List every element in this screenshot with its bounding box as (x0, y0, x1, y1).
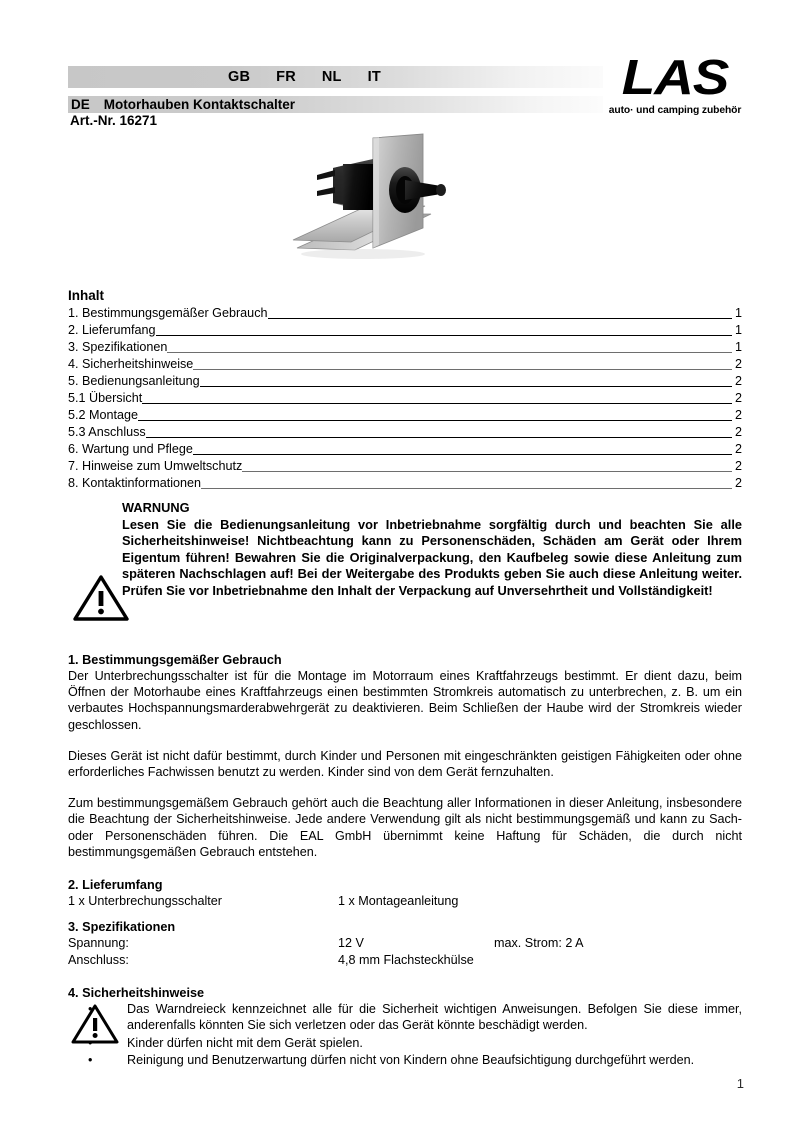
toc-entry-label: 1. Bestimmungsgemäßer Gebrauch (68, 306, 268, 320)
toc-leader (201, 478, 732, 489)
safety-bullet-text: Reinigung und Benutzerwartung dürfen nicht von Kindern ohne Beaufsichtigung durchgeführt werden. (127, 1053, 695, 1068)
spec-value-anschluss: 4,8 mm Flachsteckhülse (338, 952, 474, 967)
warning-heading: WARNUNG (122, 500, 190, 515)
toc-leader (200, 376, 732, 387)
toc-entry-label: 5.3 Anschluss (68, 425, 146, 439)
toc-entry-label: 3. Spezifikationen (68, 340, 168, 354)
toc-entry[interactable] (68, 458, 742, 475)
section-1-paragraph-2: Dieses Gerät ist nicht dafür bestimmt, durch Kinder und Personen mit eingeschränkten geistigen Fähigkeiten oder ohne erforderliches Fachwissen benutzt zu werden. Kinder sind von dem Gerät fernzuhalten. (68, 748, 742, 780)
toc-entry[interactable] (68, 305, 742, 322)
logo-wordmark: LAS (621, 51, 729, 105)
lang-nl: NL (321, 69, 342, 85)
safety-bullet-text: Kinder dürfen nicht mit dem Gerät spielen. (127, 1035, 363, 1050)
brand-logo (600, 51, 750, 116)
toc-entry-page: 1 (734, 323, 742, 337)
bullet-marker: • (88, 1035, 93, 1050)
toc-leader (146, 427, 732, 438)
spec-label-spannung: Spannung: (68, 936, 129, 950)
toc-entry-label: 7. Hinweise zum Umweltschutz (68, 459, 243, 473)
section-3-heading: 3. Spezifikationen (68, 920, 176, 934)
toc-entry[interactable] (68, 407, 742, 424)
toc-entry-page: 1 (734, 340, 742, 354)
toc-leader (268, 308, 733, 319)
toc-leader (193, 359, 732, 370)
toc-entry[interactable] (68, 390, 742, 407)
toc-entry[interactable] (68, 424, 742, 441)
header-language-bar (68, 66, 603, 88)
toc-entry-label: 4. Sicherheitshinweise (68, 357, 194, 371)
toc-entry-label: 5.2 Montage (68, 408, 139, 422)
lang-it: IT (367, 69, 381, 85)
toc-entry-label: 2. Lieferumfang (68, 323, 156, 337)
de-title-line (71, 96, 295, 113)
toc-entry-label: 5.1 Übersicht (68, 391, 143, 405)
spec-row-connection (68, 952, 742, 969)
de-language-code: DE (71, 97, 90, 112)
toc-entry-label: 6. Wartung und Pflege (68, 442, 193, 456)
toc-entry-page: 2 (734, 374, 742, 388)
bullet-marker: • (88, 1002, 93, 1016)
section-1-heading: 1. Bestimmungsgemäßer Gebrauch (68, 653, 282, 667)
toc-leader (142, 393, 732, 404)
toc-leader (156, 325, 732, 336)
toc-heading: Inhalt (68, 288, 104, 303)
toc-entry[interactable] (68, 373, 742, 390)
section-sicherheitshinweise (68, 985, 742, 1001)
section-bestimmungsgemaesser-gebrauch (68, 652, 742, 860)
product-title: Motorhauben Kontaktschalter (103, 97, 296, 112)
toc-entry-page: 2 (734, 357, 742, 371)
article-number: Art.-Nr. 16271 (70, 113, 158, 128)
toc-entry-page: 2 (734, 391, 742, 405)
delivery-item-1: 1 x Unterbrechungsschalter (68, 894, 223, 908)
warning-block (122, 500, 742, 599)
toc-entry-label: 5. Bedienungsanleitung (68, 374, 200, 388)
toc-entry-page: 2 (734, 476, 742, 490)
table-of-contents (68, 305, 742, 492)
header-de-bar (68, 96, 603, 113)
section-1-paragraph-3: Zum bestimmungsgemäßem Gebrauch gehört auch die Beachtung aller Informationen in dieser Anleitung, insbesondere die Beachtung der Sicherheitshinweise. Jede andere Verwendung gilt als nicht bestimmungsgemäß und kann zu Sach- oder Personenschäden führen. Die EAL GmbH übernimmt keine Haftung für Schäden, die durch nicht bestimmungsgemäßen Gebrauch entstehen. (68, 796, 742, 859)
list-item (88, 1001, 742, 1034)
spec-max-current: max. Strom: 2 A (494, 936, 584, 950)
toc-entry[interactable] (68, 339, 742, 356)
toc-leader (193, 444, 732, 455)
toc-entry[interactable] (68, 475, 742, 492)
toc-entry[interactable] (68, 322, 742, 339)
spec-value-spannung: 12 V (338, 936, 364, 950)
list-item (88, 1035, 742, 1051)
toc-entry-page: 2 (734, 442, 742, 456)
section-4-heading: 4. Sicherheitshinweise (68, 986, 205, 1000)
bullet-marker: • (88, 1053, 93, 1068)
toc-entry[interactable] (68, 441, 742, 458)
lang-fr: FR (276, 69, 296, 85)
spec-label-anschluss: Anschluss: (68, 952, 129, 967)
toc-entry-page: 2 (734, 459, 742, 473)
safety-bullet-list (88, 1001, 742, 1070)
page-number: 1 (736, 1076, 744, 1091)
toc-entry-page: 1 (734, 306, 742, 320)
safety-bullet-text: Das Warndreieck kennzeichnet alle für die Sicherheit wichtigen Anweisungen. Befolgen Sie diese immer, anderenfalls könnten Sie sich verletzen oder das Gerät könnte beschädigt werden. (127, 1002, 742, 1033)
spec-row-voltage (68, 935, 742, 952)
toc-leader (138, 410, 732, 421)
lang-gb: GB (228, 69, 251, 85)
toc-entry-page: 2 (734, 408, 742, 422)
toc-entry-label: 8. Kontaktinformationen (68, 476, 202, 490)
list-item (88, 1052, 742, 1068)
language-list (68, 66, 603, 88)
section-spezifikationen (68, 919, 742, 968)
logo-tagline: auto· und camping zubehör (608, 105, 742, 116)
product-photo-hood-contact-switch (255, 128, 495, 270)
toc-entry-page: 2 (734, 425, 742, 439)
scope-of-delivery-row (68, 893, 742, 910)
toc-leader (167, 342, 732, 353)
warning-text: Lesen Sie die Bedienungsanleitung vor Inbetriebnahme sorgfältig durch und beachten Sie alle Sicherheitshinweise! Nichtbeachtung kann zu Personenschäden, Schäden am Gerät oder Ihrem Eigentum führen! Bewahren Sie die Originalverpackung, den Kaufbeleg sowie diese Anleitung zum späteren Nachschlagen auf! Bei der Weitergabe des Produkts geben Sie auch diese Anleitung weiter. Prüfen Sie vor Inbetriebnahme den Inhalt der Verpackung auf Unversehrtheit und Vollständigkeit! (122, 517, 742, 598)
delivery-item-2: 1 x Montageanleitung (338, 894, 459, 908)
section-2-heading: 2. Lieferumfang (68, 878, 163, 892)
toc-entry[interactable] (68, 356, 742, 373)
toc-leader (242, 461, 732, 472)
section-1-paragraph-1: Der Unterbrechungsschalter ist für die Montage im Motorraum eines Kraftfahrzeugs bestimmt. Er dient dazu, beim Öffnen der Motorhaube eines Kraftfahrzeugs einen bestimmten Stromkreis automatisch zu unterbrechen, z. B. um ein verbautes Hochspannungsmarderabwehrgerät zu deaktivieren. Beim Schließen der Haube wird der Stromkreis wieder geschlossen. (68, 669, 742, 732)
section-lieferumfang (68, 877, 742, 910)
